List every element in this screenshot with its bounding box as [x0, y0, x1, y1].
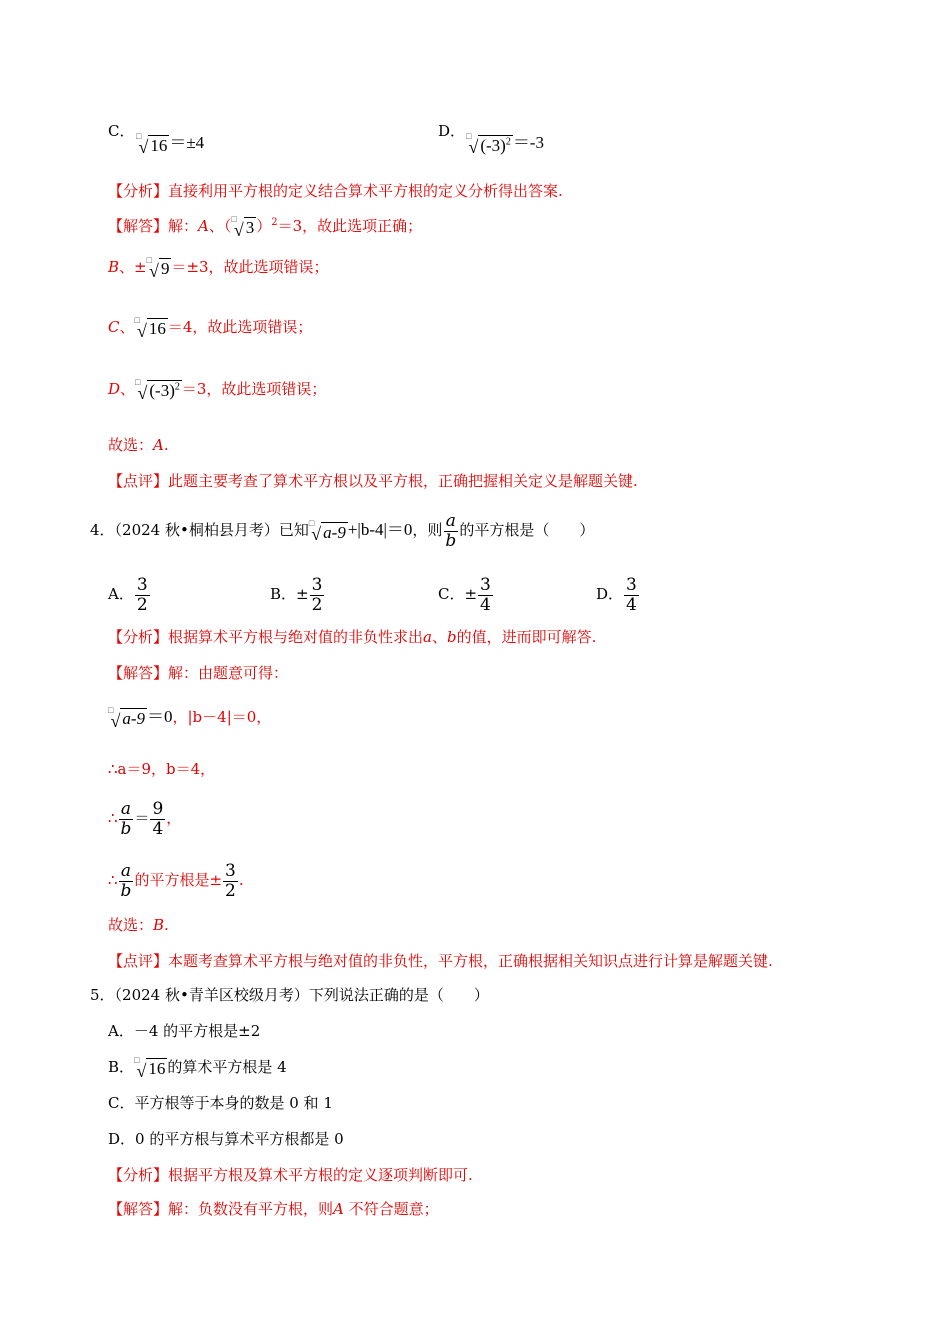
- q3-answer-a: 【解答】解：A、（ □ √ 3 ）$^2$＝3，故此选项正确；: [108, 214, 423, 240]
- radical: □ √ 9: [146, 255, 170, 281]
- q4-step-4: ∴ $\frac{a}{b}$ 的平方根是± $\frac{3}{2}$ .: [108, 861, 244, 901]
- q4-analysis: 【分析】根据算术平方根与绝对值的非负性求出a、b的值，进而即可解答.: [108, 628, 597, 646]
- q4-answer: 【解答】解：由题意可得：: [108, 664, 289, 682]
- q4-step-2: ∴a＝9，b＝4，: [108, 760, 216, 778]
- q3-option-c-expr: □ √ 16 ＝±4: [136, 131, 205, 158]
- q3-option-d: [438, 120, 465, 142]
- radical: □ √ a-9: [308, 518, 346, 545]
- q4-option-b: B．± $\frac{3}{2}$: [270, 575, 323, 615]
- analysis-tag: 【分析】: [108, 182, 169, 200]
- question-number: 5．: [90, 986, 115, 1004]
- radical: □ √ 3: [231, 214, 255, 240]
- q4-comment: 【点评】本题考查算术平方根与绝对值的非负性，平方根，正确根据相关知识点进行计算是解题关键.: [108, 952, 773, 970]
- answer-tag: 【解答】: [108, 217, 169, 235]
- fraction: $\frac{3}{4}$: [626, 575, 637, 615]
- q4-step-1: □ √ a-9 ＝0，|b－4|＝0，: [108, 705, 272, 731]
- q5-option-d: D．0 的平方根与算术平方根都是 0: [108, 1130, 344, 1148]
- answer-tag: 【解答】: [108, 664, 169, 682]
- q3-analysis: 【分析】直接利用平方根的定义结合算术平方根的定义分析得出答案.: [108, 182, 563, 200]
- analysis-tag: 【分析】: [108, 628, 169, 646]
- fraction: $\frac{3}{2}$: [311, 575, 323, 615]
- fraction: $\frac{a}{b}$: [445, 511, 457, 551]
- q3-answer-c: C、 □ √ 16 ＝4，故此选项错误；: [108, 315, 313, 341]
- q4-option-a: A． $\frac{3}{2}$: [108, 575, 148, 615]
- q5-option-a: A．－4 的平方根是±2: [108, 1022, 261, 1040]
- q3-choose: 故选：A.: [108, 436, 169, 454]
- q4-step-3: ∴ $\frac{a}{b}$ ＝ $\frac{9}{4}$ ，: [108, 799, 182, 839]
- radical: □ √ a-9: [108, 705, 145, 731]
- radical: □ √ 16: [136, 131, 168, 158]
- q3-comment: 【点评】此题主要考查了算术平方根以及平方根，正确把握相关定义是解题关键.: [108, 472, 638, 490]
- fraction: $\frac{9}{4}$: [152, 799, 164, 839]
- q4-option-c: C．± $\frac{3}{4}$: [438, 575, 491, 615]
- radical: □ √ 16: [134, 315, 166, 341]
- q5-option-c: C．平方根等于本身的数是 0 和 1: [108, 1094, 333, 1112]
- comment-tag: 【点评】: [108, 952, 169, 970]
- q5-stem: 5．（2024 秋•青羊区校级月考）下列说法正确的是（ ）: [90, 986, 489, 1004]
- q5-answer: 【解答】解：负数没有平方根，则A 不符合题意；: [108, 1200, 439, 1218]
- answer-tag: 【解答】: [108, 1200, 169, 1218]
- radical: □ √ 16: [134, 1055, 166, 1081]
- q3-answer-d: D、 □ √ $(-3)^2$ ＝3，故此选项错误；: [108, 377, 327, 403]
- q4-choose: 故选：B.: [108, 916, 169, 934]
- fraction: $\frac{3}{2}$: [225, 861, 236, 901]
- q4-stem: 4．（2024 秋•桐柏县月考）已知 □ √ a-9 +|b-4|＝0，则 $\frac{a}{b}$ 的平方根是（ ）: [90, 511, 595, 551]
- radical: □ √ $(-3)^2$: [466, 131, 511, 158]
- q3-option-d-label: D．: [438, 122, 466, 140]
- comment-tag: 【点评】: [108, 472, 169, 490]
- radical: □ √ $(-3)^2$: [135, 377, 180, 403]
- q5-analysis: 【分析】根据平方根及算术平方根的定义逐项判断即可.: [108, 1166, 473, 1184]
- fraction: $\frac{3}{4}$: [480, 575, 491, 615]
- q3-answer-b: B、± □ √ 9 ＝±3，故此选项错误；: [108, 255, 329, 281]
- analysis-tag: 【分析】: [108, 1166, 169, 1184]
- q3-option-c-label: C．: [108, 122, 135, 140]
- fraction: $\frac{a}{b}$: [120, 861, 132, 901]
- q3-option-d-expr: □ √ $(-3)^2$ ＝-3: [466, 131, 544, 158]
- q5-option-b: B． □ √ 16 的算术平方根是 4: [108, 1055, 287, 1081]
- fraction: $\frac{a}{b}$: [120, 799, 132, 839]
- q4-option-d: D． $\frac{3}{4}$: [596, 575, 637, 615]
- fraction: $\frac{3}{2}$: [136, 575, 148, 615]
- question-number: 4．: [90, 521, 115, 540]
- q3-option-c: [108, 120, 134, 142]
